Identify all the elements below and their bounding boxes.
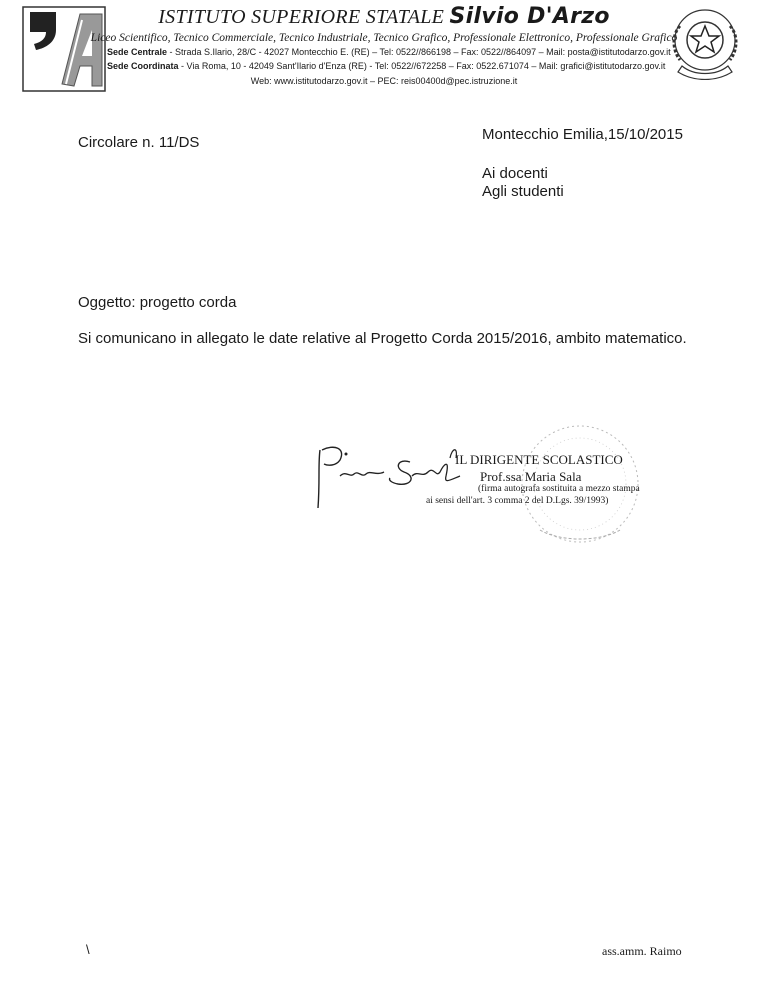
sede-coordinata (107, 61, 665, 71)
sede-centrale-text: - Strada S.Ilario, 28/C - 42027 Montecchio E. (RE) – Tel: 0522//866198 – Fax: 0522//864097 – Mail: posta@istitutodarzo.gov.it (167, 47, 671, 57)
place-date: Montecchio Emilia,15/10/2015 (482, 126, 683, 143)
signatory-title: IL DIRIGENTE SCOLASTICO (455, 452, 623, 467)
footer-reference: ass.amm. Raimo (602, 944, 682, 958)
recipient-line: Ai docenti (482, 165, 548, 182)
signature-note: ai sensi dell'art. 3 comma 2 del D.Lgs. 39/1993) (426, 496, 609, 506)
web-pec-line: Web: www.istitutodarzo.gov.it – PEC: reis00400d@pec.istruzione.it (250, 76, 518, 86)
signatory-name: Prof.ssa Maria Sala (480, 469, 582, 484)
institute-brand: Silvio D'Arzo (449, 4, 610, 29)
institute-prefix: ISTITUTO SUPERIORE STATALE (158, 6, 445, 28)
footer-mark: \ (86, 942, 90, 957)
sede-centrale (107, 47, 671, 57)
body-text: Si comunicano in allegato le date relative al Progetto Corda 2015/2016, ambito matematico. (78, 330, 687, 347)
school-types: Liceo Scientifico, Tecnico Commerciale, Tecnico Industriale, Tecnico Grafico, Professionale Elettronico, Professionale Grafico (90, 32, 678, 44)
sede-coordinata-text: - Via Roma, 10 - 42049 Sant'Ilario d'Enza (RE) - Tel: 0522//672258 – Fax: 0522.671074 – Mail: grafici@istitutodarzo.gov.it (178, 61, 666, 71)
circular-number: Circolare n. 11/DS (78, 134, 200, 151)
republic-emblem-icon (666, 4, 744, 80)
sede-centrale-label: Sede Centrale (107, 47, 168, 57)
recipient-line: Agli studenti (482, 183, 564, 200)
institute-name (0, 4, 768, 29)
subject-line: Oggetto: progetto corda (78, 294, 237, 311)
signature-note: (firma autografa sostituita a mezzo stampa (478, 484, 640, 494)
sede-coordinata-label: Sede Coordinata (107, 61, 179, 71)
